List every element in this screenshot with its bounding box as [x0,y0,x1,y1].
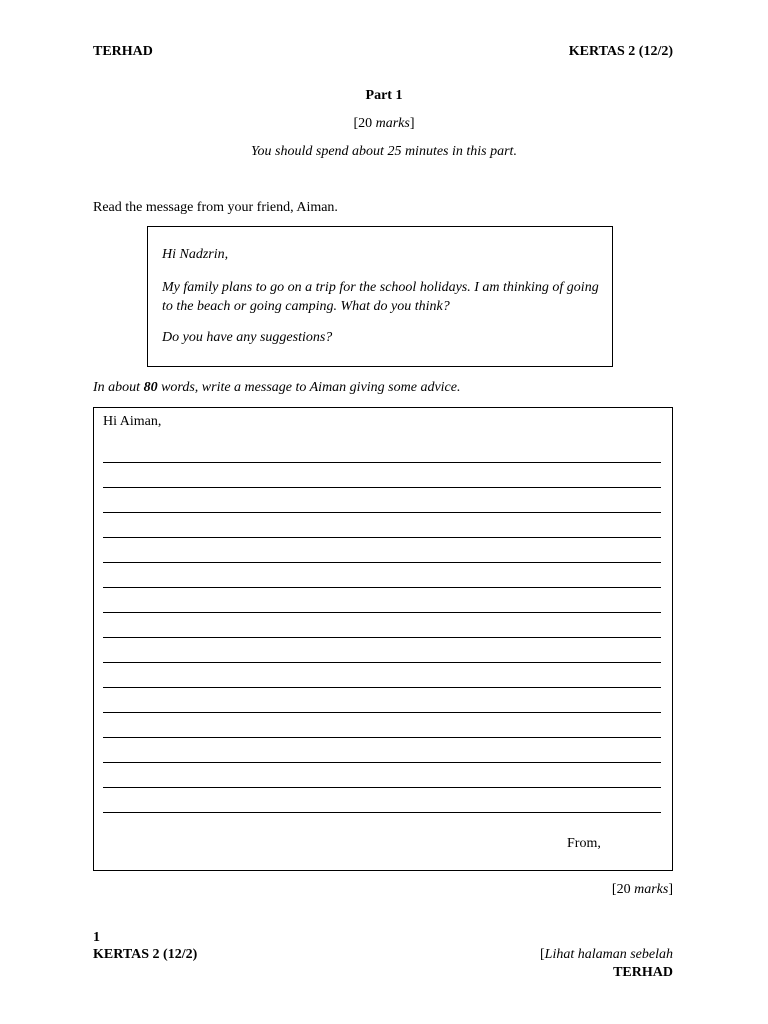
footer-restricted-label: TERHAD [613,965,673,980]
footer-next-page [540,947,673,963]
footer-bracket: [ [539,947,545,962]
writing-line [103,562,661,563]
marks-word: marks [634,882,669,897]
writing-line [103,712,661,713]
friend-message-box [147,226,613,367]
footer-next-page-text: Lihat halaman sebelah [544,947,673,962]
footer-paper-code: KERTAS 2 (12/2) [93,947,198,962]
writing-line [103,487,661,488]
writing-line [103,612,661,613]
writing-line [103,587,661,588]
writing-line [103,687,661,688]
writing-line [103,662,661,663]
part-marks [0,116,768,132]
page-number: 1 [93,930,100,945]
writing-line [103,762,661,763]
marks-open: [20 [611,882,635,897]
task-suffix: words, write a message to Aiman giving some advice. [157,380,461,395]
answer-box [93,407,673,871]
task-prefix: In about [93,380,144,395]
writing-line [103,812,661,813]
answer-greeting: Hi Aiman, [103,414,162,429]
message-body: My family plans to go on a trip for the school holidays. I am thinking of going to the beach or going camping. What do you think? [162,280,599,314]
message-greeting: Hi Nadzrin, [162,247,229,262]
writing-line [103,637,661,638]
answer-marks [612,882,673,898]
writing-line [103,512,661,513]
writing-line [103,462,661,463]
part-title: Part 1 [365,88,403,103]
marks-close: ] [668,882,673,897]
time-note: You should spend about 25 minutes in this part. [251,144,517,159]
header-restricted-label: TERHAD [93,44,153,59]
marks-word: marks [375,116,410,131]
marks-close: ] [409,116,415,131]
task-word-count: 80 [143,380,158,395]
read-instruction: Read the message from your friend, Aiman. [93,200,338,215]
marks-open: [20 [353,116,376,131]
answer-from-label: From, [567,836,601,851]
writing-line [103,537,661,538]
writing-line [103,737,661,738]
writing-line [103,787,661,788]
writing-task [93,380,460,396]
header-paper-code: KERTAS 2 (12/2) [568,44,673,59]
message-question: Do you have any suggestions? [162,330,333,345]
